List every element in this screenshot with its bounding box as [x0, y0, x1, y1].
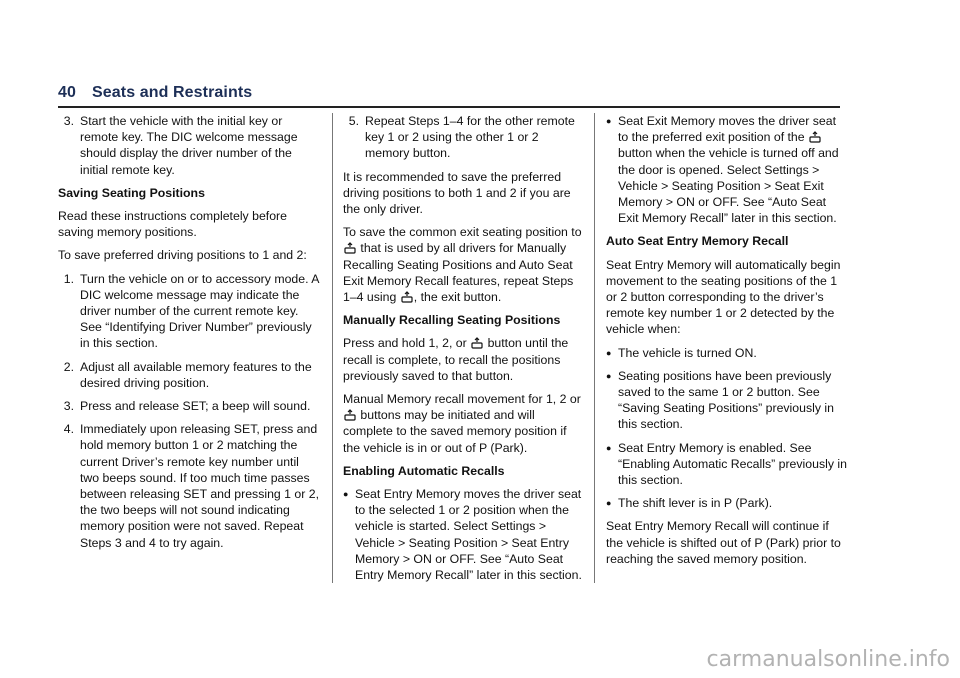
seat-exit-button-icon	[401, 291, 413, 303]
paragraph: It is recommended to save the preferred driving positions to both 1 and 2 if you are the only driver.	[343, 169, 571, 217]
list-item	[606, 368, 848, 433]
column-1	[58, 113, 320, 558]
column-divider	[594, 113, 595, 583]
heading-manual-recall: Manually Recalling Seating Positions	[343, 313, 561, 328]
paragraph	[343, 391, 583, 456]
step-number: 2.	[63, 359, 74, 374]
paragraph-exit-position	[343, 224, 583, 305]
step-text: Repeat Steps 1–4 for the other remote key 1 or 2 using the other 1 or 2 memory button.	[365, 114, 575, 161]
bullet-text: The shift lever is in P (Park).	[618, 496, 773, 511]
step-text: Press and release SET; a beep will sound.	[80, 399, 311, 414]
bullet-icon: ●	[343, 489, 349, 500]
seat-exit-button-icon	[809, 131, 821, 143]
seat-exit-button-icon	[344, 242, 356, 254]
column-divider	[332, 113, 333, 583]
bullet-text: The vehicle is turned ON.	[618, 345, 757, 360]
step-number: 4.	[63, 422, 74, 437]
bullet-icon: ●	[606, 442, 612, 453]
step-item	[58, 113, 320, 178]
list-item	[606, 495, 848, 511]
bullet-icon: ●	[606, 347, 612, 358]
bullet-text: Seating positions have been previously saved to the same 1 or 2 button. See “Saving Seating Positions” previously in this section.	[618, 368, 834, 432]
list-item	[606, 113, 848, 226]
text-run: that is used by all drivers for Manually Recalling Seating Positions and Auto Seat Exit Memory Recall features, repeat Steps 1–4 using	[343, 241, 574, 305]
heading-auto-entry: Auto Seat Entry Memory Recall	[606, 234, 789, 249]
text-run: button until the recall is complete, to recall the positions previously saved to that button.	[343, 336, 569, 383]
page-header	[58, 84, 840, 108]
paragraph: Seat Entry Memory Recall will continue if the vehicle is shifted out of P (Park) prior to reaching the saved memory position.	[606, 519, 841, 566]
step-text: Immediately upon releasing SET, press and hold memory button 1 or 2 matching the current Driver’s remote key number until two beeps sound. If too much time passes between releasing SET and pressing 1 or 2, the two beeps will not sound indicating memory position were not saved. Repeat Steps 3 and 4 to try again.	[80, 422, 320, 550]
text-run: To save the common exit seating position to	[343, 225, 582, 240]
bullet-icon: ●	[606, 498, 612, 509]
column-2	[343, 113, 583, 590]
paragraph: Read these instructions completely before saving memory positions.	[58, 209, 287, 240]
bullet-text: Seat Entry Memory is enabled. See “Enabling Automatic Recalls” previously in this section.	[618, 440, 847, 488]
column-3	[606, 113, 848, 574]
paragraph: To save preferred driving positions to 1 and 2:	[58, 248, 307, 263]
text-run: Press and hold 1, 2, or	[343, 336, 467, 351]
bullet-icon: ●	[606, 370, 612, 381]
heading-saving-positions: Saving Seating Positions	[58, 185, 205, 200]
text-run: Seat Exit Memory moves the driver seat to the preferred exit position of the	[618, 114, 837, 145]
text-run: , the exit button.	[413, 290, 502, 305]
list-item	[606, 440, 848, 489]
section-title: Seats and Restraints	[92, 84, 253, 101]
page-number: 40	[58, 84, 76, 101]
step-number: 3.	[63, 114, 74, 128]
step-item	[343, 113, 583, 162]
step-item	[58, 421, 320, 551]
heading-enabling-recalls: Enabling Automatic Recalls	[343, 463, 505, 478]
step-text: Turn the vehicle on or to accessory mode. A DIC welcome message may indicate the driver number of the current remote key. See “Identifying Driver Number” previously in this section.	[80, 271, 319, 351]
step-item	[58, 359, 320, 391]
watermark: carmanualsonline.info	[706, 647, 950, 672]
paragraph	[343, 335, 583, 384]
step-number: 3.	[63, 399, 74, 414]
seat-exit-button-icon	[471, 337, 483, 349]
step-number: 5.	[348, 114, 359, 128]
paragraph: Seat Entry Memory will automatically begin movement to the seating positions of the 1 or 2 button corresponding to the driver’s remote key number 1 or 2 detected by the vehicle when:	[606, 257, 841, 337]
list-item	[606, 345, 848, 361]
step-text: Start the vehicle with the initial key or remote key. The DIC welcome message should display the driver number of the initial remote key.	[80, 114, 298, 177]
text-run: buttons may be initiated and will complete to the saved memory position if the vehicle is in or out of P (Park).	[343, 408, 567, 455]
text-run: button when the vehicle is turned off and the door is opened. Select Settings > Vehicle > Seating Position > Seat Exit Memory > ON or OFF. See “Auto Seat Exit Memory Recall” later in this section.	[618, 146, 839, 226]
bullet-text	[618, 113, 848, 226]
step-item	[58, 271, 320, 352]
seat-exit-button-icon	[344, 409, 356, 421]
step-text: Adjust all available memory features to the desired driving position.	[80, 359, 312, 390]
text-run: Manual Memory recall movement for 1, 2 or	[343, 392, 581, 407]
bullet-text: Seat Entry Memory moves the driver seat to the selected 1 or 2 position when the vehicle is started. Select Settings > Vehicle > Seating Position > Seat Entry Memory > ON or OFF. See “Auto Seat Entry Memory Recall” later in this section.	[355, 487, 582, 583]
step-item	[58, 398, 320, 414]
bullet-icon: ●	[606, 116, 612, 126]
list-item	[343, 486, 583, 583]
step-number: 1.	[63, 271, 74, 286]
